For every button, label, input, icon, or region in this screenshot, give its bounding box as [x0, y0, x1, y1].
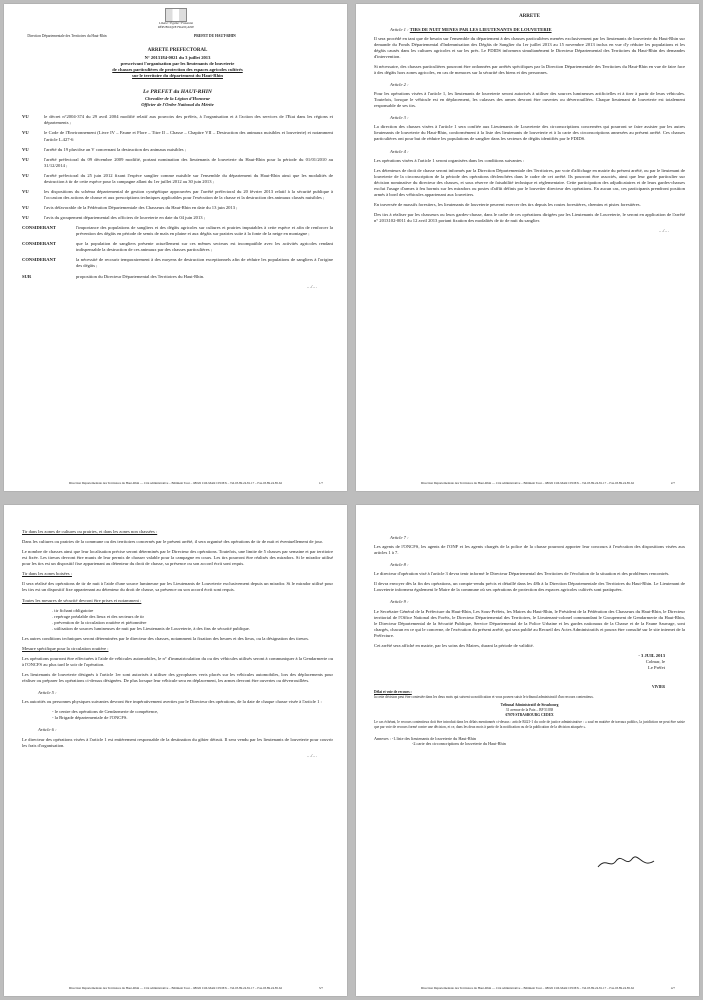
- page-number: 1/7: [318, 480, 323, 485]
- page-footer: Direction Départementale des Territoires du Haut-Rhin — Cité administrative – Bâtiment Tour – 68026 COLMAR CEDEX – Tél.03.89.24.81.17 – Fax.03.89.24.85.62 3/7: [68, 985, 323, 990]
- list-item: . prévention de la circulation routière et piétonnière: [52, 619, 147, 625]
- article-4-para-2: En traversée de massifs forestiers, les lieutenants de louveterie peuvent exercer des tirs depuis les routes forestières, chemins et pistes forestières.: [374, 201, 641, 207]
- list-item: . tir fichant obligatoire: [52, 607, 94, 613]
- document-subject-2: de chasses particulières de protection des espaces agricoles cultivés: [112, 66, 243, 72]
- recours-para-2: Le cas échéant, le recours contentieux doit être introduit dans les délais mentionnés ci-dessus : article R421-1 du code de justice administrative : « sauf en matière de travaux publics, la juridiction ne peut être saisie que par voie de recours formé contre une décision, et ce, dans les deux mois à partir de la notification ou de la publication de la décision attaquée ».: [374, 720, 685, 730]
- tribunal-city: 67070 STRASBOURG CEDEX: [505, 712, 554, 717]
- continuation-mark: …/…: [306, 283, 317, 289]
- page-number: 4/7: [670, 985, 675, 990]
- article-2-heading: Article 2 :: [390, 82, 409, 88]
- article-1-para-2: Si nécessaire, des chasses particulières pourront être ordonnées par arrêtés spécifiques par la Direction Départementale des Territoires du Haut-Rhin en vue de faire face à des dégâts hors zones agricoles, en cas de menaces sur la sécurité des biens et des personnes.: [374, 63, 685, 75]
- visa-item: VU l'avis du groupement départemental des officiers de louveterie en date du 04 juin 2013 ;: [22, 215, 205, 221]
- flag-icon: [165, 8, 187, 22]
- marianne-logo: [152, 8, 200, 30]
- signature-role: Le Préfet: [648, 665, 665, 670]
- section-cultures-para-1: Dans les cultures ou prairies de la commune ou des territoires concernés par le présent arrêté, il sera organisé des opérations de tir de nuit et éventuellement de jour.: [22, 539, 323, 545]
- handwritten-signature: [596, 855, 656, 871]
- section-circulation-para-1: Les opérations pourront être effectuées à l'aide de véhicules automobiles, le n° d'immatriculation du ou des véhicules utilisés seront à communiquer à la Gendarmerie ou à l'ONCFS au plus tard le soir de l'opération.: [22, 655, 333, 667]
- page-4: [356, 505, 699, 996]
- article-1-para-1: Il sera procédé en tant que de besoin sur l'ensemble du département à des chasses particulières menées exclusivement par les lieutenants de louveterie du Haut-Rhin sur demande du Fonds Départemental d'Indemnisation des Dégâts de Sanglier du 1er juillet 2013 au 15 novembre 2013 inclus en vue d'y réduire les populations et les dégâts causés dans les cultures agricoles et sur les prés. Le FDIDS informera simultanément le Directeur Départemental des Territoires du Haut-Rhin des demandes d'intervention.: [374, 35, 685, 59]
- article-5-list: [52, 709, 333, 721]
- recours-para-1: la cette décision peut être contestée dans les deux mois qui suivent sa notification et vous pouvez saisir le tribunal administratif d'un recours contentieux.: [374, 694, 594, 699]
- prefecture-label: PREFET DU HAUT-RHIN: [194, 34, 236, 38]
- annex-label: Annexes :: [374, 735, 391, 741]
- page-2: [356, 4, 699, 491]
- list-item: . repérage préalable des lieux et des secteurs de tir: [52, 613, 145, 619]
- article-3-heading: Article 3 :: [390, 115, 409, 121]
- section-boisees-para-1: Il sera réalisé des opérations de tir de nuit à l'aide d'une source lumineuse par les Lieutenants de Louveterie exclusivement depuis un mirador. Si le mirador utilisé pour les tirs est un dispositif fixe appartenant au détenteur du droit de chasse, sa présence ou son accord écrit sont requis.: [22, 581, 333, 593]
- visas-list: [22, 114, 333, 279]
- article-7-para-1: Les agents de l'ONCFS, les agents de l'ONF et les agents chargés de la police de la chasse pourront apporter leur concours à l'exécution des dispositions visées aux articles 1 à 7.: [374, 544, 685, 556]
- recours-block: [374, 690, 685, 730]
- signature-place: Colmar, le: [645, 658, 665, 664]
- article-7-heading: Article 7 :: [390, 535, 409, 540]
- section-cultures-para-2: Le nombre de chasses ainsi que leur localisation précise seront déterminés par le Directeur des opérations. Toutefois, une limite de 5 chasses par semaine et par territoire est fixée. Les tireurs devront être munis de leur permis de chasser valable pour la campagne en cours. Les tirs pourront être réalisés des miradors. Si le mirador utilisé pour les tirs est un dispositif fixe appartenant au détenteur du droit de chasse, sa présence ou son accord écrit sont requis.: [22, 549, 333, 567]
- signer-name: VIVIER: [652, 685, 665, 690]
- section-securite-para-1: Les autres conditions techniques seront déterminées par le directeur des chasses, notamment la fixation des heures et des lieux, ou la désignation des tireurs.: [22, 635, 310, 641]
- article-9-heading: Article 9 :: [390, 599, 409, 605]
- list-item: . utilisation de sources lumineuses de nuit par les Lieutenants de Louveterie, à des fins de sécurité publique.: [52, 625, 250, 631]
- article-5-para-1: Les autorités ou personnes physiques suivantes devront être impérativement averties par le Directeur des opérations, de la date de chaque chasse visée à l'article 1 :: [22, 699, 322, 705]
- page-footer: Direction Départementale des Territoires du Haut-Rhin — Cité administrative – Bâtiment Tour – 68026 COLMAR CEDEX – Tél.03.89.24.81.17 – Fax.03.89.24.85.62 1/7: [68, 480, 323, 485]
- article-4-para-1: Les détenteurs de droit de chasse seront informés par la Direction Départementale des Territoires, par voie d'affichage en mairie du présent arrêté, ou par le lieutenant de louveterie de la circonscription de la période des opérations déclenchées dans le cadre de cet arrêté. Ils pourront être associés, ainsi que leur garde particulier sur décision nominative du directeur des chasses, et sous réserve de faisabilité technique et réglementaire. Cette participation des adjudicataires et de leurs gardes-chasses exclut l'usage d'armes à feu hormis sur les miradors ou postes d'affût définis par le louvetier directeur des opérations. En aucun cas, ces participants prendront position armés à bord des véhicules appartenant aux louvetiers.: [374, 167, 685, 197]
- list-item: - la Brigade départementale de l'ONCFS.: [52, 715, 128, 721]
- page-footer: Direction Départementale des Territoires du Haut-Rhin — Cité administrative – Bâtiment Tour – 68026 COLMAR CEDEX – Tél.03.89.24.81.17 – Fax.03.89.24.85.62 4/7: [420, 985, 675, 990]
- considerant-item: CONSIDERANT l'importance des populations de sangliers et des dégâts agricoles sur cultures et prairies imputables à cette espèce et afin de renforcer la prévention des dégâts en période de semis de maïs en plaine et aux dégâts sur prairies suite à la fonte de la neige en montagne ;: [22, 225, 333, 237]
- page-1: [4, 4, 347, 491]
- article-8-para-1: Le directeur d'opération visé à l'article 3 devra tenir informé le Directeur Départemental des Territoires de l'évolution de la situation et des problèmes rencontrés.: [374, 571, 670, 577]
- prefet-honour-1: Chevalier de la Légion d'Honneur: [144, 96, 211, 102]
- article-2-para-1: Pour les opérations visées à l'article 1, les lieutenants de louveterie seront autorisés à utiliser des sources lumineuses artificielles et à tirer à partir de leurs véhicules. Toutefois, lorsque le véhicule est en déplacement, les culasses des armes devront être ouvertes ou déverrouillées. Chaque lieutenant de louveterie est totalement responsable de ses tirs.: [374, 91, 685, 109]
- arrete-heading: ARRETE: [519, 14, 540, 19]
- visa-item: VU l'arrêté préfectoral du 25 juin 2012 fixant l'espèce sanglier comme nuisible sur l'ensemble du département du Haut-Rhin ainsi que les modalités de destruction à tir de cette espèce pour la campagne allant du 1er juillet 2012 au 30 juin 2013 ;: [22, 172, 333, 184]
- prefet-block: [22, 89, 333, 109]
- annex-item: -1.liste des lieutenants de louveterie du Haut-Rhin: [391, 735, 476, 741]
- prefet-honour-2: Officier de l'Ordre National du Mérite: [141, 102, 214, 108]
- signature-date: - 3 JUIL 2013: [638, 652, 665, 658]
- direction-label: Direction Départementale des Territoires du Haut-Rhin: [27, 34, 107, 38]
- article-9-para-1: Le Secrétaire Général de la Préfecture du Haut-Rhin, Les Sous-Préfets, les Maires du Haut-Rhin, le Président de la Fédération des Chasseurs du Haut-Rhin, le Directeur territorial de l'Office National des Forêts, le Directeur Départemental des Territoires, le Lieutenant-colonel commandant le Groupement de Gendarmerie du Haut-Rhin, le Directeur Départemental de la Sécurité Publique, Service Départemental de la Police Urbaine et les gardes nationaux de la Chasse et de la Faune Sauvage, sont chargés, chacun en ce qui le concerne, de l'exécution du présent arrêté, qui sera publié au Recueil des Actes Administratifs et pourra être consulté sur le site internet de la Préfecture.: [374, 608, 685, 638]
- article-6-heading: Article 6 :: [38, 727, 57, 733]
- article-1-heading: Article 1 : TIRS DE NUIT MENES PAR LES LIEUTENANTS DE LOUVETERIE: [390, 26, 552, 32]
- visa-item: VU le Code de l'Environnement (Livre IV – Faune et Flore – Titre II – Chasse – Chapitre VII – Destruction des animaux nuisibles et louveterie) et notamment l'article L.427-6: [22, 130, 333, 142]
- article-3-para-1: La direction des chasses visées à l'article 1 sera confiée aux Lieutenants de Louveterie des circonscriptions concernées qui pourront se faire assister par les autres lieutenants de louveterie du Haut-Rhin, conformément à la liste des lieutenants de louveterie et à la carte des circonscriptions annexées au présent arrêté. Ces chasses particulières ont pour but de réduire les populations de sanglier dans les secteurs de dégâts identifiés par le FDIDS.: [374, 124, 685, 142]
- article-6-para-1: Le directeur des opérations visées à l'article 1 est entièrement responsable de la destination du gibier détruit. Il sera vendu par les lieutenants de louveterie pour couvrir les frais d'organisation.: [22, 736, 333, 748]
- article-5-heading: Article 5 :: [38, 690, 57, 696]
- considerant-item: CONSIDERANT que la population de sangliers présente actuellement sur ces mêmes secteurs est incompatible avec les activités agricoles rendant indispensable la destruction de ces animaux par des chasses particulières ;: [22, 241, 333, 253]
- continuation-mark: …/…: [306, 752, 317, 758]
- visa-item: VU l'arrêté du 19 pluviôse an V concernant la destruction des animaux nuisibles ;: [22, 146, 187, 152]
- logo-motto: Liberté • Égalité • Fraternité: [159, 21, 193, 25]
- prefet-title: Le PREFET du HAUT-RHIN: [143, 88, 212, 95]
- section-heading-boisees: Tir dans les zones boisées :: [22, 571, 72, 577]
- article-8-para-2: Il devra envoyer dès la fin des opérations, un compte-rendu précis et détaillé dans les 48h à la Direction Départementale des Territoires du Haut-Rhin. Le Lieutenant de Louveterie informera également le Maire de la commune où ses opérations de protection des espaces agricoles cultivés sont pratiquées.: [374, 581, 685, 593]
- document-subject-3: sur le territoire du département du Haut-Rhin: [132, 72, 223, 78]
- document-number: N° 2013184-0021 du 3 juillet 2013: [144, 54, 211, 60]
- article-4-para-3: Des tirs à réaliser par les chasseurs ou leurs gardes-chasse, dans le cadre de ces opérations dirigées par les Lieutenants de Louveterie, le seront en application de l'arrêté n° 2013102-0011 du 12 avril 2013 portant fixation des modalités de tir de nuit du sanglier.: [374, 212, 685, 224]
- article-8-heading: Article 8 :: [390, 562, 409, 568]
- tribunal-name: Tribunal Administratif de Strasbourg: [500, 703, 559, 708]
- article-4-para-0: Les opérations visées à l'article 1 seront organisées dans les conditions suivantes :: [374, 157, 525, 163]
- considerant-item: CONSIDERANT la nécessité de recourir temporairement à des moyens de destruction exceptionnels afin de réduire les populations de sangliers à l'origine des dégâts ;: [22, 257, 333, 269]
- article-9-para-2: Cet arrêté sera affiché en mairie, par les soins des Maires, durant la période de validité.: [374, 642, 534, 648]
- section-circulation-para-2: Les lieutenants de louveterie désignés à l'article 1er sont autorisés à utiliser des gyrophares verts placés sur les véhicules automobiles, lors des déplacements pour réaliser ou préparer les opérations ci-dessus désignées. De plus lorsque leur véhicule sera en déplacement, les armes devront être ouvertes ou déverrouillées.: [22, 672, 333, 684]
- visa-item: VU l'arrêté préfectoral du 09 décembre 2009 modifié, portant nomination des lieutenants de louveterie du Haut-Rhin pour la période du 01/01/2010 au 31/12/2014 ;: [22, 156, 333, 168]
- section-heading-cultures: Tir dans les zones de cultures ou prairies, et dans les zones non chassées :: [22, 529, 158, 534]
- document-subject-1: prescrivant l'organisation par les lieutenants de louveterie: [120, 60, 235, 66]
- list-item: - le centre des opérations de Gendarmerie de compétence,: [52, 709, 159, 715]
- security-list: [52, 608, 333, 632]
- section-heading-circulation: Mesure spécifique pour la circulation routière :: [22, 645, 109, 651]
- page-number: 3/7: [318, 985, 323, 990]
- visa-item: VU les dispositions du schéma départemental de gestion cynégétique approuvées par l'arrêté préfectoral du 20 février 2013 relatif à la sécurité publique à l'occasion des actions de chasse et aux prescriptions techniques applicables pour l'exécution de la chasse et la destruction des animaux classés nuisibles ;: [22, 188, 333, 200]
- page-footer: Direction Départementale des Territoires du Haut-Rhin — Cité administrative – Bâtiment Tour – 68026 COLMAR CEDEX – Tél.03.89.24.81.17 – Fax.03.89.24.85.62 2/7: [420, 480, 675, 485]
- document-title: ARRETE PREFECTORAL: [147, 48, 208, 53]
- visa-item: VU l'avis défavorable de la Fédération Départementale des Chasseurs du Haut-Rhin en date du 13 juin 2013 ;: [22, 205, 238, 211]
- logo-subtitle: RÉPUBLIQUE FRANÇAISE: [157, 24, 195, 29]
- page-3: [4, 505, 347, 996]
- annexes: [374, 736, 685, 747]
- annex-item: -2.carte des circonscriptions de louveterie du Haut-Rhin: [412, 741, 506, 747]
- page-number: 2/7: [670, 480, 675, 485]
- visa-item: VU le décret n°2004-374 du 29 avril 2004 modifié relatif aux pouvoirs des préfets, à l'organisation et à l'action des services de l'Etat dans les régions et départements ;: [22, 114, 333, 126]
- recours-title: Délai et voie de recours :: [374, 689, 412, 694]
- sur-item: SUR proposition du Directeur Départemental des Territoires du Haut-Rhin.: [22, 273, 205, 279]
- continuation-mark: …/…: [658, 228, 669, 234]
- article-4-heading: Article 4 :: [390, 148, 409, 154]
- tribunal-address: 31 avenue de la Paix – BP 51038: [505, 708, 554, 712]
- section-heading-securite: Toutes les mesures de sécurité devront être prises et notamment :: [22, 597, 142, 603]
